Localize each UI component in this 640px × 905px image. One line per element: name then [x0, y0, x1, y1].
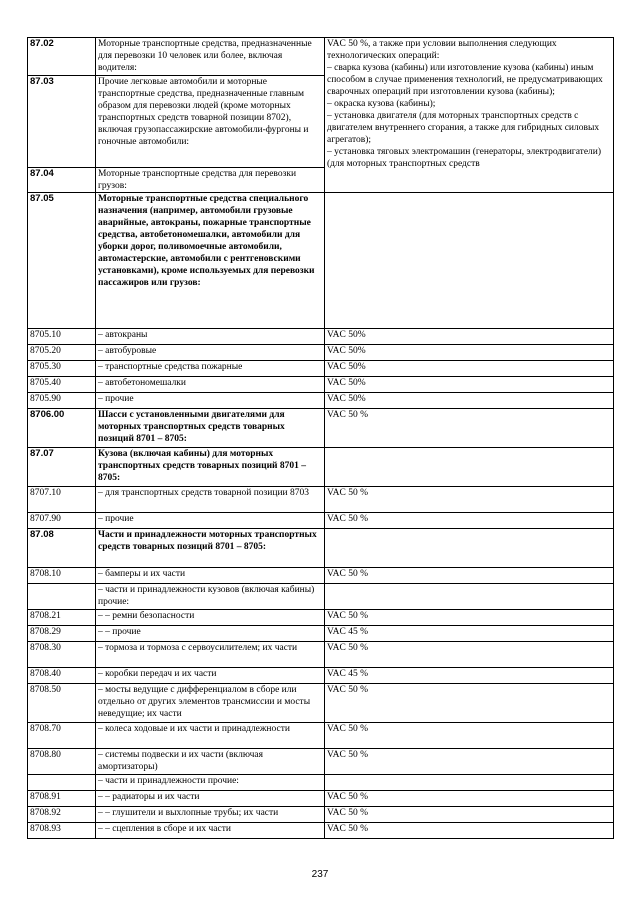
hs-code-cell: 8708.80	[28, 749, 96, 775]
origin-rule-cell: VAC 50 %	[325, 723, 614, 749]
description-cell: – прочие	[96, 393, 325, 409]
hs-code-cell: 8705.20	[28, 345, 96, 361]
hs-code-cell: 8708.10	[28, 568, 96, 584]
tariff-table	[27, 37, 614, 839]
origin-rule-cell: VAC 45 %	[325, 626, 614, 642]
origin-rule-cell: VAC 50%	[325, 345, 614, 361]
table-row	[28, 487, 614, 513]
origin-rule-cell: VAC 50 %	[325, 568, 614, 584]
hs-code-cell: 8708.92	[28, 807, 96, 823]
table-row	[28, 377, 614, 393]
hs-code-cell: 8707.90	[28, 513, 96, 529]
origin-rule-cell: VAC 50 %, а также при условии выполнения следующих технологических операций: – сварка кузова (кабины) или изготовление кузова (кабины) иным способом в случае применения технологий, не предусматривающих сварочных операций при изготовлении кузова (кабины); – окраска кузова (кабины); – установка двигателя (для моторных транспортных средств с двигателем внутреннего сгорания, а также для гибридных силовых агрегатов); – установка тяговых электромашин (генераторы, электродвигатели) (для моторных транспортных средств	[325, 38, 614, 193]
tariff-table-body	[28, 38, 614, 839]
description-cell: – коробки передач и их части	[96, 668, 325, 684]
hs-code-cell: 8708.93	[28, 823, 96, 839]
description-cell: – транспортные средства пожарные	[96, 361, 325, 377]
origin-rule-cell: VAC 50 %	[325, 791, 614, 807]
description-cell: Прочие легковые автомобили и моторные транспортные средства, предназначенные главным образом для перевозки людей (кроме моторных транспортных средств товарной позиции 8702), включая грузопассажирские автомобили-фургоны и гоночные автомобили:	[96, 76, 325, 168]
table-row	[28, 513, 614, 529]
hs-code-cell: 8708.40	[28, 668, 96, 684]
origin-rule-cell: VAC 50 %	[325, 409, 614, 448]
table-row	[28, 807, 614, 823]
origin-rule-cell: VAC 50%	[325, 361, 614, 377]
hs-code-cell: 8706.00	[28, 409, 96, 448]
description-cell: – бамперы и их части	[96, 568, 325, 584]
description-cell: – системы подвески и их части (включая амортизаторы)	[96, 749, 325, 775]
description-cell: – – сцепления в сборе и их части	[96, 823, 325, 839]
description-cell: Моторные транспортные средства, предназначенные для перевозки 10 человек или более, включая водителя:	[96, 38, 325, 76]
table-row	[28, 723, 614, 749]
hs-code-cell: 87.04	[28, 168, 96, 193]
hs-code-cell: 8708.70	[28, 723, 96, 749]
hs-code-cell: 8705.30	[28, 361, 96, 377]
hs-code-cell: 8705.90	[28, 393, 96, 409]
description-cell: – автобетономешалки	[96, 377, 325, 393]
description-cell: Кузова (включая кабины) для моторных транспортных средств товарных позиций 8701 – 8705:	[96, 448, 325, 487]
description-cell: – – радиаторы и их части	[96, 791, 325, 807]
origin-rule-cell	[325, 448, 614, 487]
origin-rule-cell: VAC 50 %	[325, 684, 614, 723]
table-row	[28, 409, 614, 448]
origin-rule-cell	[325, 584, 614, 610]
hs-code-cell: 87.07	[28, 448, 96, 487]
table-row	[28, 345, 614, 361]
table-row	[28, 749, 614, 775]
origin-rule-cell: VAC 50 %	[325, 642, 614, 668]
table-row	[28, 568, 614, 584]
origin-rule-cell: VAC 50%	[325, 329, 614, 345]
origin-rule-cell: VAC 50 %	[325, 807, 614, 823]
table-row	[28, 626, 614, 642]
origin-rule-cell: VAC 50 %	[325, 513, 614, 529]
origin-rule-cell: VAC 50 %	[325, 487, 614, 513]
description-cell: – автокраны	[96, 329, 325, 345]
description-cell: – прочие	[96, 513, 325, 529]
table-row	[28, 610, 614, 626]
description-cell: – автобуровые	[96, 345, 325, 361]
hs-code-cell: 8708.91	[28, 791, 96, 807]
description-cell: – части и принадлежности кузовов (включая кабины) прочие:	[96, 584, 325, 610]
description-cell: – тормоза и тормоза с сервоусилителем; их части	[96, 642, 325, 668]
description-cell: Моторные транспортные средства для перевозки грузов:	[96, 168, 325, 193]
hs-code-cell: 8708.50	[28, 684, 96, 723]
description-cell: – части и принадлежности прочие:	[96, 775, 325, 791]
table-row	[28, 393, 614, 409]
page-number: 237	[311, 869, 329, 880]
origin-rule-cell: VAC 50 %	[325, 749, 614, 775]
description-cell: – – глушители и выхлопные трубы; их части	[96, 807, 325, 823]
hs-code-cell	[28, 584, 96, 610]
table-row	[28, 38, 614, 76]
origin-rule-cell	[325, 193, 614, 329]
table-row	[28, 529, 614, 568]
description-cell: – для транспортных средств товарной позиции 8703	[96, 487, 325, 513]
origin-rule-cell: VAC 50%	[325, 393, 614, 409]
table-row	[28, 329, 614, 345]
description-cell: – – прочие	[96, 626, 325, 642]
hs-code-cell: 87.02	[28, 38, 96, 76]
hs-code-cell: 87.03	[28, 76, 96, 168]
hs-code-cell: 8707.10	[28, 487, 96, 513]
table-row	[28, 584, 614, 610]
origin-rule-cell: VAC 50 %	[325, 610, 614, 626]
table-row	[28, 193, 614, 329]
hs-code-cell: 8708.29	[28, 626, 96, 642]
hs-code-cell: 87.05	[28, 193, 96, 329]
origin-rule-cell: VAC 50 %	[325, 823, 614, 839]
hs-code-cell	[28, 775, 96, 791]
table-row	[28, 775, 614, 791]
origin-rule-cell	[325, 529, 614, 568]
table-row	[28, 823, 614, 839]
table-row	[28, 684, 614, 723]
origin-rule-cell: VAC 50%	[325, 377, 614, 393]
hs-code-cell: 8705.40	[28, 377, 96, 393]
description-cell: – мосты ведущие с дифференциалом в сборе или отдельно от других элементов трансмиссии и мосты неведущие; их части	[96, 684, 325, 723]
description-cell: Части и принадлежности моторных транспортных средств товарных позиций 8701 – 8705:	[96, 529, 325, 568]
description-cell: Шасси с установленными двигателями для моторных транспортных средств товарных позиций 8701 – 8705:	[96, 409, 325, 448]
table-row	[28, 361, 614, 377]
hs-code-cell: 87.08	[28, 529, 96, 568]
table-row	[28, 791, 614, 807]
description-cell: – – ремни безопасности	[96, 610, 325, 626]
hs-code-cell: 8708.21	[28, 610, 96, 626]
table-row	[28, 668, 614, 684]
table-row	[28, 642, 614, 668]
origin-rule-cell: VAC 45 %	[325, 668, 614, 684]
description-cell: – колеса ходовые и их части и принадлежности	[96, 723, 325, 749]
hs-code-cell: 8708.30	[28, 642, 96, 668]
hs-code-cell: 8705.10	[28, 329, 96, 345]
origin-rule-cell	[325, 775, 614, 791]
table-row	[28, 448, 614, 487]
description-cell: Моторные транспортные средства специального назначения (например, автомобили грузовые аварийные, автокраны, пожарные транспортные средства, автобетономешалки, автомобили для уборки дорог, поливомоечные автомобили, автомастерские, автомобили с рентгеновскими установками), кроме используемых для перевозки пассажиров или грузов:	[96, 193, 325, 329]
